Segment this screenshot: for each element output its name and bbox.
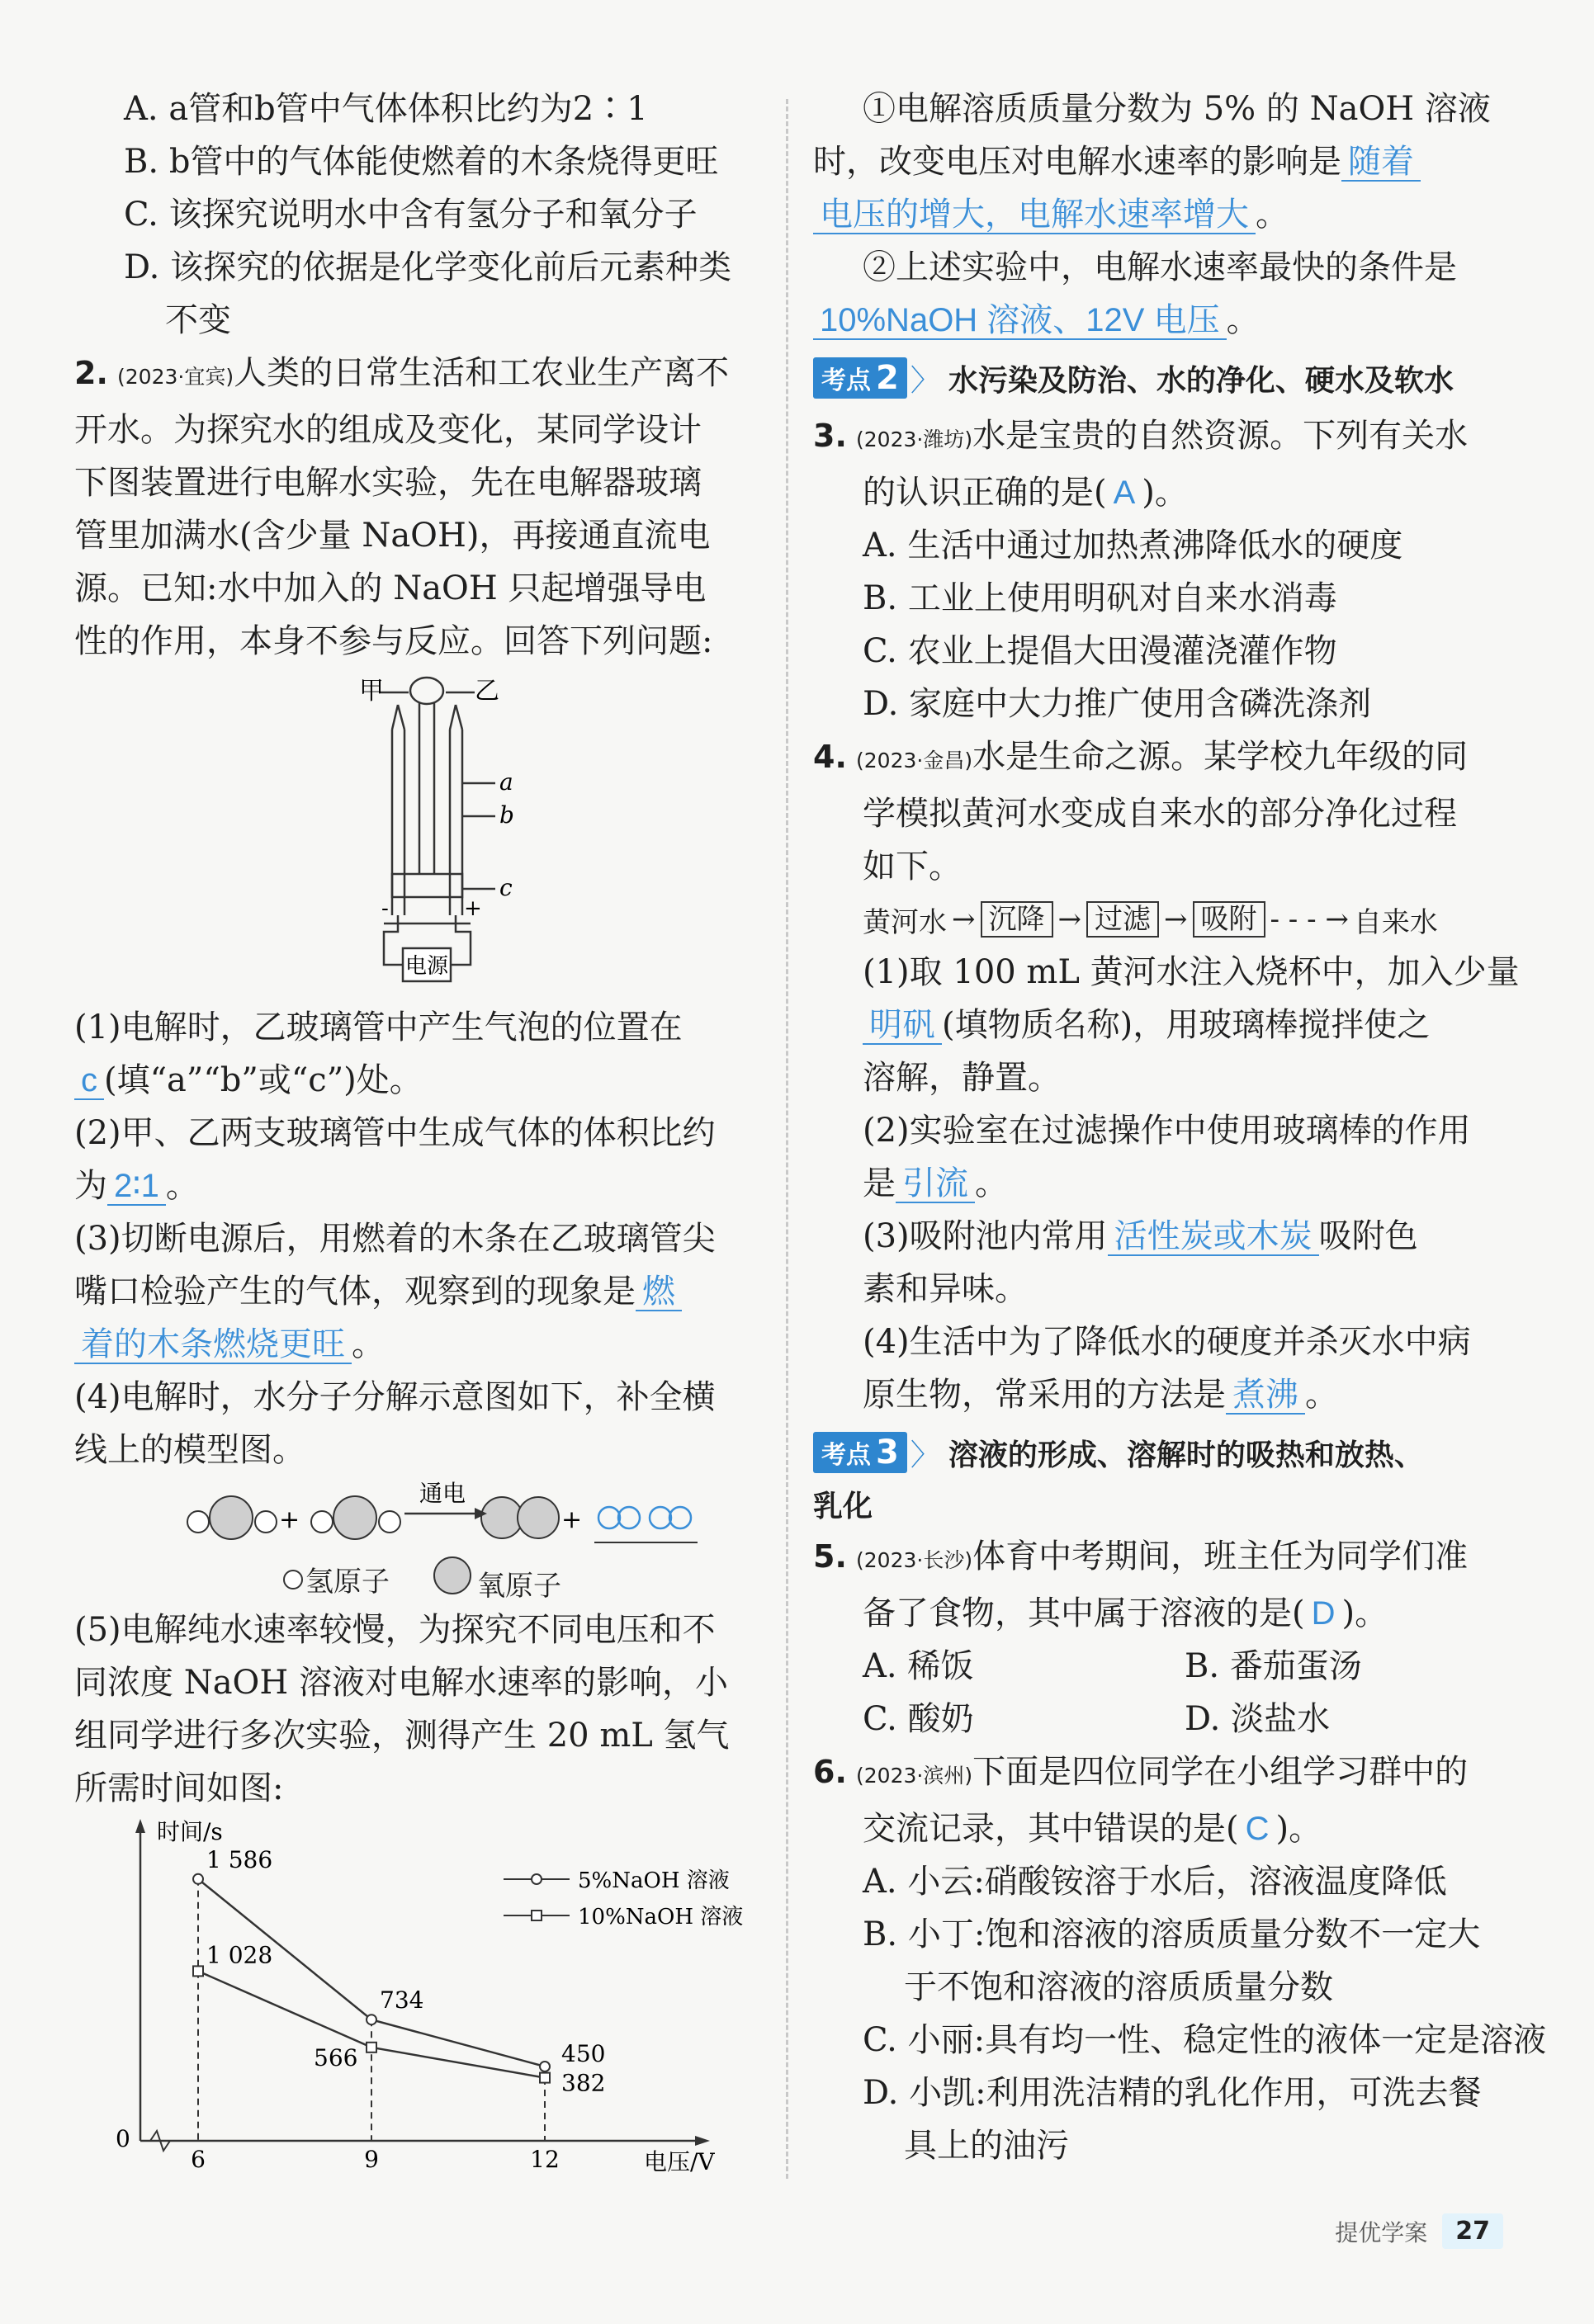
q5-option: D. 淡盐水 <box>1185 1700 1331 1738</box>
data-point <box>193 1966 203 1976</box>
arrow-right-icon: → <box>1164 903 1188 936</box>
q4-part4-pre: 原生物，常采用的方法是 <box>863 1376 1226 1414</box>
position-c-label: c <box>499 874 513 901</box>
q6-option-cont: 于不饱和溶液的溶质质量分数 <box>904 1968 1333 2006</box>
q5-stem-cont: 备了食物，其中属于溶液的是( <box>863 1594 1305 1632</box>
question-number: 4. <box>813 739 847 775</box>
q2-part5: 同浓度 NaOH 溶液对电解水速率的影响，小 <box>74 1664 728 1702</box>
section-title-cont: 乳化 <box>813 1490 873 1523</box>
answer-choice: D <box>1311 1595 1336 1632</box>
page-footer <box>1335 2213 1503 2249</box>
question-source: (2023·宜宾) <box>117 365 234 389</box>
flow-step: 吸附 <box>1193 901 1265 938</box>
answer-choice: C <box>1245 1811 1270 1847</box>
q6-option: D. 小凯:利用洗洁精的乳化作用，可洗去餐 <box>863 2074 1482 2112</box>
section-badge: 考点 3 <box>813 1432 907 1473</box>
data-label: 382 <box>561 2069 606 2097</box>
purification-flow <box>813 893 1506 946</box>
plus-sign: + <box>279 1505 300 1534</box>
answer-blank: 活性炭或木炭 <box>1108 1218 1319 1256</box>
answer-blank: 燃 <box>636 1273 682 1311</box>
q6-option-cont: 具上的油污 <box>904 2127 1069 2165</box>
q2-stem-line: 管里加满水(含少量 NaOH)，再接通直流电 <box>74 517 711 555</box>
x-tick-label: 6 <box>191 2146 206 2173</box>
q2-part2-post: 。 <box>165 1167 199 1205</box>
q2-stem-line: 开水。为探究水的组成及变化，某同学设计 <box>74 411 702 449</box>
punctuation: 。 <box>1305 1376 1338 1414</box>
q6-option: C. 小丽:具有均一性、稳定性的液体一定是溶液 <box>863 2021 1547 2059</box>
column-divider <box>786 99 788 2179</box>
question-5 <box>813 1530 1506 1745</box>
chevron-right-icon: 〉 <box>910 1438 940 1472</box>
q4-part1-end: 溶解，静置。 <box>863 1059 1061 1097</box>
q5-option: C. 酸奶 <box>863 1700 974 1738</box>
section-badge: 考点 2 <box>813 357 907 399</box>
q2-part5-sub1: ①电解溶质质量分数为 5% 的 NaOH 溶液 <box>863 90 1491 128</box>
q4-part2-pre: 是 <box>863 1164 896 1202</box>
section-title: 溶液的形成、溶解时的吸热和放热、 <box>948 1438 1424 1472</box>
data-point <box>193 1874 203 1884</box>
q4-part3-post: 吸附色 <box>1318 1217 1418 1255</box>
q1-option-a: A. a管和b管中气体体积比约为2∶1 <box>124 90 648 128</box>
q2-part5: (5)电解纯水速率较慢，为探究不同电压和不 <box>74 1611 716 1649</box>
q2-part2-pre: 为 <box>74 1167 107 1205</box>
chart-legend <box>504 1868 743 1930</box>
section-header-2 <box>813 352 1506 404</box>
question-4 <box>813 730 1520 1421</box>
question-3 <box>813 409 1506 730</box>
answer-blank: c <box>74 1062 104 1100</box>
data-point <box>540 2073 550 2083</box>
q3-option: D. 家庭中大力推广使用含磷洗涤剂 <box>863 685 1372 723</box>
data-point <box>540 2062 550 2071</box>
question-number: 2. <box>74 355 108 391</box>
arrow-right-icon: → <box>1057 903 1081 936</box>
legend-series-10pct: 10%NaOH 溶液 <box>578 1905 744 1930</box>
answer-blank: 10%NaOH 溶液、12V 电压 <box>813 302 1227 340</box>
tube-yi-label: 乙 <box>475 677 499 706</box>
punctuation: 。 <box>1256 196 1289 234</box>
q5-stem: 体育中考期间，班主任为同学们准 <box>972 1538 1469 1575</box>
q2-part3-cont: 嘴口检验产生的气体，观察到的现象是 <box>74 1273 636 1311</box>
q2-stem-line: 性的作用，本身不参与反应。回答下列问题: <box>74 622 713 660</box>
arrow-label-electrify: 通电 <box>419 1480 466 1507</box>
right-column <box>813 83 1547 2172</box>
q4-part1-cont: (填物质名称)，用玻璃棒搅拌使之 <box>942 1006 1431 1044</box>
question-source: (2023·滨州) <box>856 1764 973 1788</box>
plus-terminal: + <box>464 896 482 921</box>
x-axis-label: 电压/V <box>644 2148 715 2175</box>
q4-stem: 水是生命之源。某学校九年级的同 <box>972 738 1469 776</box>
q3-option: C. 农业上提倡大田漫灌浇灌作物 <box>863 632 1337 670</box>
q6-option: B. 小丁:饱和溶液的溶质质量分数不一定大 <box>863 1915 1481 1953</box>
origin-label: 0 <box>116 2125 130 2152</box>
answer-choice: A <box>1113 475 1136 511</box>
question-6 <box>813 1745 1547 2172</box>
arrow-right-icon: → <box>952 903 976 936</box>
q3-stem-cont: 的认识正确的是( <box>863 474 1107 512</box>
question-source: (2023·金昌) <box>856 749 973 772</box>
q1-option-c: C. 该探究说明水中含有氢分子和氧分子 <box>124 196 698 234</box>
legend-marker-circle <box>532 1874 542 1884</box>
q6-stem-cont: 交流记录，其中错误的是( <box>863 1810 1239 1848</box>
q2-stem-line: 下图装置进行电解水实验，先在电解器玻璃 <box>74 464 702 502</box>
answer-blank: 2∶1 <box>107 1168 166 1206</box>
section-title: 水污染及防治、水的净化、硬水及软水 <box>948 363 1454 398</box>
legend-hydrogen: 氢原子 <box>305 1565 390 1599</box>
q5-stem-close: )。 <box>1341 1594 1388 1632</box>
q1-options <box>74 83 768 347</box>
data-label: 566 <box>314 2043 358 2071</box>
answer-blank: 随着 <box>1341 144 1421 182</box>
q2-part2: (2)甲、乙两支玻璃管中生成气体的体积比约 <box>74 1114 716 1152</box>
page-number: 27 <box>1442 2213 1503 2249</box>
position-a-label: a <box>499 768 513 796</box>
position-b-label: b <box>499 801 514 829</box>
question-number: 3. <box>813 418 847 454</box>
electrolysis-apparatus-diagram <box>74 668 768 998</box>
answer-model-hydrogen <box>598 1507 691 1528</box>
series-line <box>198 1879 545 2067</box>
data-label: 734 <box>380 1986 424 2015</box>
punctuation: 。 <box>975 1164 1008 1202</box>
q3-option: A. 生活中通过加热煮沸降低水的硬度 <box>863 527 1403 564</box>
q1-option-b: B. b管中的气体能使燃着的木条烧得更旺 <box>124 143 719 181</box>
q4-part1: (1)取 100 mL 黄河水注入烧杯中，加入少量 <box>863 953 1520 991</box>
q4-part4: (4)生活中为了降低水的硬度并杀灭水中病 <box>863 1323 1471 1361</box>
q3-stem: 水是宝贵的自然资源。下列有关水 <box>972 417 1469 455</box>
q4-part2: (2)实验室在过滤操作中使用玻璃棒的作用 <box>863 1112 1471 1150</box>
q4-part3-pre: (3)吸附池内常用 <box>863 1217 1108 1255</box>
q5-option: A. 稀饭 <box>863 1647 974 1685</box>
left-column <box>74 83 768 2175</box>
q4-part3-cont: 素和异味。 <box>863 1270 1028 1308</box>
atom-legend <box>74 1554 768 1604</box>
question-source: (2023·潍坊) <box>856 427 973 451</box>
q2-part5-sub2: ②上述实验中，电解水速率最快的条件是 <box>863 248 1457 286</box>
book-title: 提优学案 <box>1335 2218 1428 2246</box>
q2-part4-cont: 线上的模型图。 <box>74 1431 305 1469</box>
flow-step: 沉降 <box>981 901 1053 938</box>
q1-option-d-cont: 不变 <box>165 301 231 339</box>
q2-part5: 组同学进行多次实验，测得产生 20 mL 氢气 <box>74 1717 730 1755</box>
hydrogen-atom-icon <box>281 1566 305 1591</box>
answer-blank: 引流 <box>896 1165 975 1203</box>
question-2 <box>74 347 768 2175</box>
x-tick-label: 12 <box>530 2146 560 2173</box>
power-label: 电源 <box>404 954 449 979</box>
answer-blank: 煮沸 <box>1226 1377 1305 1415</box>
q2-part4: (4)电解时，水分子分解示意图如下，补全横 <box>74 1378 716 1416</box>
question-source: (2023·长沙) <box>856 1548 973 1572</box>
data-point <box>367 2015 376 2024</box>
question-number: 5. <box>813 1538 847 1575</box>
minus-terminal: - <box>381 896 389 921</box>
flow-start: 黄河水 <box>863 905 947 939</box>
voltage-time-chart <box>74 1815 768 2175</box>
section-header-3 <box>813 1426 1506 1479</box>
q1-option-d: D. 该探究的依据是化学变化前后元素种类 <box>124 248 732 286</box>
answer-blank: 明矾 <box>863 1007 942 1045</box>
q3-option: B. 工业上使用明矾对自来水消毒 <box>863 579 1337 617</box>
q2-stem-line: 人类的日常生活和工农业生产离不 <box>234 354 730 392</box>
flow-step: 过滤 <box>1086 901 1159 938</box>
q5-option: B. 番茄蛋汤 <box>1185 1647 1362 1685</box>
q2-stem-line: 源。已知:水中加入的 NaOH 只起增强导电 <box>74 569 707 607</box>
dashed-arrow-right-icon: - - - → <box>1270 903 1349 936</box>
q3-stem-close: )。 <box>1142 474 1188 512</box>
question-number: 6. <box>813 1754 847 1790</box>
answer-blank: 着的木条燃烧更旺 <box>74 1326 352 1364</box>
chevron-right-icon: 〉 <box>910 363 940 398</box>
legend-marker-square <box>532 1911 542 1920</box>
plus-sign: + <box>561 1505 583 1534</box>
flow-end: 自来水 <box>1353 905 1438 939</box>
q2-part3-post: 。 <box>352 1325 385 1363</box>
water-decomposition-diagram <box>74 1476 768 1551</box>
answer-blank: 电压的增大，电解水速率增大 <box>813 196 1256 234</box>
q2-part1: (1)电解时，乙玻璃管中产生气泡的位置在 <box>74 1008 683 1046</box>
q6-stem: 下面是四位同学在小组学习群中的 <box>972 1753 1469 1791</box>
tube-jia-label: 甲 <box>359 677 384 706</box>
q2-part3: (3)切断电源后，用燃着的木条在乙玻璃管尖 <box>74 1220 716 1258</box>
data-label: 1 028 <box>206 1941 273 1969</box>
legend-oxygen: 氧原子 <box>477 1570 561 1603</box>
q2-part5-sub1-cont: 时，改变电压对电解水速率的影响是 <box>813 143 1341 181</box>
data-point <box>367 2043 376 2052</box>
data-label: 450 <box>561 2040 606 2067</box>
q6-stem-close: )。 <box>1275 1810 1322 1848</box>
q2-part1-cont: (填“a”“b”或“c”)处。 <box>104 1061 423 1099</box>
q4-stem: 如下。 <box>863 848 962 886</box>
legend-series-5pct: 5%NaOH 溶液 <box>578 1868 730 1893</box>
q2-part5: 所需时间如图: <box>74 1769 284 1807</box>
punctuation: 。 <box>1226 301 1260 339</box>
y-axis-label: 时间/s <box>157 1818 223 1845</box>
q4-stem: 学模拟黄河水变成自来水的部分净化过程 <box>863 795 1457 833</box>
data-label: 1 586 <box>206 1845 273 1873</box>
x-tick-label: 9 <box>364 2146 379 2173</box>
oxygen-atom-icon <box>431 1554 477 1595</box>
q6-option: A. 小云:硝酸铵溶于水后，溶液温度降低 <box>863 1863 1447 1901</box>
